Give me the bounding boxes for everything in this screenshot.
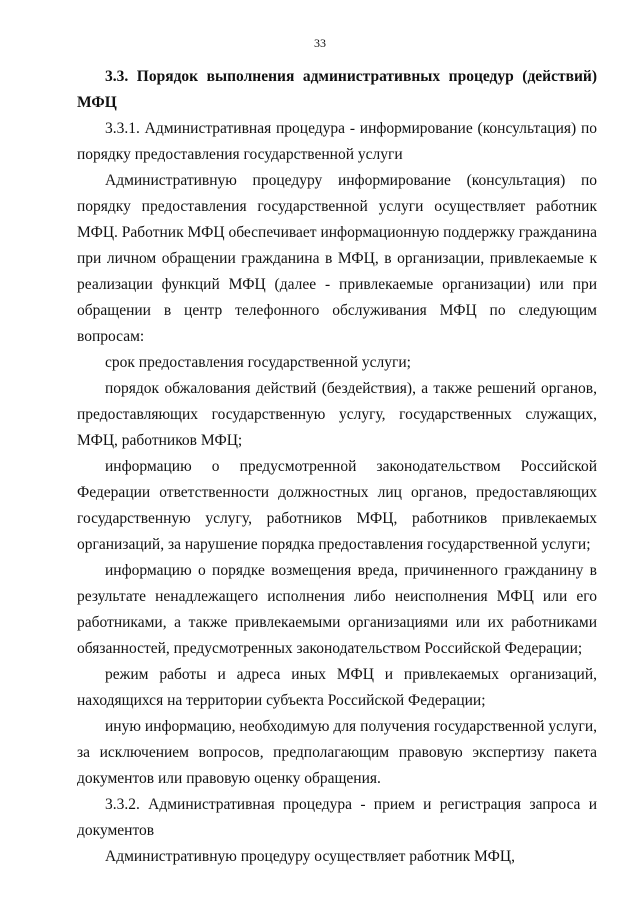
page-number: 33 (314, 36, 326, 50)
list-item-working-hours: режим работы и адреса иных МФЦ и привлекаемых организаций, находящихся на территории субъекта Российской Федерации; (77, 666, 597, 709)
document-body (77, 64, 597, 870)
paragraph-procedure-description: Административную процедуру информирование (консультация) по порядку предоставления государственной услуги осуществляет работник МФЦ. Работник МФЦ обеспечивает информационную поддержку гражданина при личном обращении гражданина в МФЦ, в организации, привлекаемые к реализации функций МФЦ (далее - привлекаемые организации) или при обращении в центр телефонного обслуживания МФЦ по следующим вопросам: (77, 172, 597, 345)
subsection-title-3-3-2: 3.3.2. Административная процедура - прием и регистрация запроса и документов (77, 796, 597, 839)
section-heading: 3.3. Порядок выполнения административных процедур (действий) МФЦ (77, 68, 597, 111)
list-item-deadline: срок предоставления государственной услуги; (105, 354, 411, 371)
list-item-other-info: иную информацию, необходимую для получения государственной услуги, за исключением вопросов, предполагающим правовую экспертизу пакета документов или правовую оценку обращения. (77, 718, 597, 787)
paragraph-reception-procedure: Административную процедуру осуществляет работник МФЦ, (105, 848, 515, 865)
list-item-appeal-procedure: порядок обжалования действий (бездействия), а также решений органов, предоставляющих государственную услугу, государственных служащих, МФЦ, работников МФЦ; (77, 380, 597, 449)
subsection-title-3-3-1: 3.3.1. Административная процедура - информирование (консультация) по порядку предоставления государственной услуги (77, 120, 597, 163)
list-item-liability-info: информацию о предусмотренной законодательством Российской Федерации ответственности должностных лиц органов, предоставляющих государственную услугу, работников МФЦ, работников привлекаемых организаций, за нарушение порядка предоставления государственной услуги; (77, 458, 597, 553)
list-item-damage-compensation: информацию о порядке возмещения вреда, причиненного гражданину в результате ненадлежащего исполнения либо неисполнения МФЦ или его работниками, а также привлекаемыми организациями или их работниками обязанностей, предусмотренных законодательством Российской Федерации; (77, 562, 597, 657)
